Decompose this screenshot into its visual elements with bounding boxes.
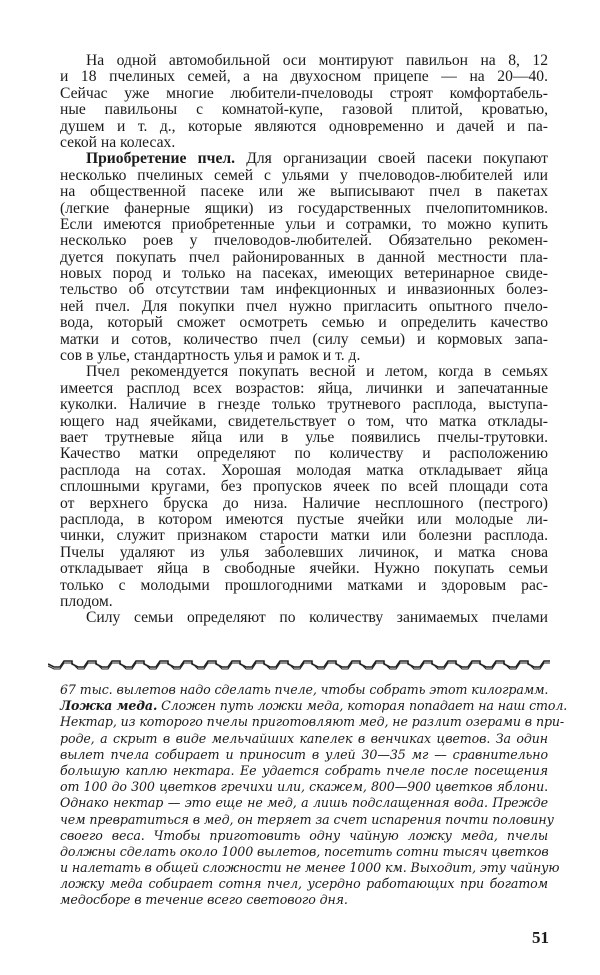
line-text: своего веса. Чтобы приготовить одну чайную ложку меда, пчелы (60, 827, 548, 843)
text-line (60, 795, 548, 811)
text-line (60, 53, 548, 69)
text-line (60, 545, 548, 561)
line-text: Если имеются приобретенные ульи и сотрамки, то можно купить (60, 215, 548, 233)
text-line (60, 315, 548, 331)
line-text: чинки, служит признаком старости матки или болезни расплода. (60, 527, 548, 545)
line-text: должны сделать около 1000 вылетов, посетить сотни тысяч цветков (60, 843, 549, 859)
line-text: 67 тыс. вылетов надо сделать пчеле, чтобы собрать этот килограмм. (60, 682, 549, 697)
text-line (60, 217, 548, 233)
line-text: дуется покупать пчел районированных в данной местности пла- (60, 248, 548, 266)
line-text: Пчелы удаляют из улья заболевших личинок, и матка снова (60, 543, 548, 561)
line-text: вода, который сможет осмотреть семью и определить качество (60, 314, 548, 332)
line-text: несколько роев у пчеловодов-любителей. Обязательно рекомен- (60, 232, 548, 250)
line-text: только с молодыми прошлогодними матками и здоровым рас- (60, 576, 548, 594)
text-line (60, 119, 548, 135)
line-text: Пчел рекомендуется покупать весной и летом, когда в семьях (86, 363, 548, 381)
text-line (60, 184, 548, 200)
text-line (60, 299, 548, 315)
run-in-heading: Ложка меда. (60, 698, 158, 714)
decorative-wave-divider (48, 656, 550, 672)
line-text: вает трутневые яйца или в улье появились пчелы-трутовки. (60, 428, 548, 446)
line-text: матки и сотов, количество пчел (силу семьи) и кормовых запа- (60, 330, 548, 348)
footnote-text (60, 682, 568, 909)
line-text: имеется расплод всех возрастов: яйца, личинки и запечатанные (60, 379, 548, 397)
text-line (60, 348, 548, 364)
line-text: На одной автомобильной оси монтируют павильон на 8, 12 (86, 52, 548, 69)
text-line (60, 69, 548, 85)
line-text: большую каплю нектара. Ее удается собрать пчеле после посещения (60, 762, 548, 778)
text-line (60, 610, 548, 626)
text-line (60, 779, 548, 795)
line-text: ней пчел. Для покупки пчел нужно пригласить опытного пчело- (60, 297, 548, 315)
line-text: роде, а скрыт в виде мельчайших капелек в венчиках цветов. За один (60, 730, 548, 746)
text-line (60, 528, 548, 544)
text-line (60, 811, 554, 828)
line-text: Для организации своей пасеки покупают (235, 150, 548, 168)
text-line (60, 414, 548, 430)
text-line (60, 86, 548, 102)
line-text: ложку меда собирает сотня пчел, усердно работающих при богатом (60, 876, 548, 892)
line-text: тельство об отсутствии там инфекционных и инвазионных болез- (60, 281, 548, 299)
text-line (60, 381, 548, 397)
text-line (60, 512, 548, 528)
text-line (60, 151, 548, 167)
line-text: медосборе в течение всего светового дня. (60, 892, 348, 908)
text-line (60, 747, 548, 763)
text-line (60, 876, 548, 892)
text-line (60, 682, 548, 698)
line-text: расплода, в котором имеются пустые ячейки или молодые ли- (60, 510, 548, 528)
line-text: сов в улье, стандартность улья и рамок и т. д. (60, 347, 361, 365)
text-line (60, 397, 548, 413)
text-line (60, 496, 548, 512)
line-text: (легкие фанерные ящики) из государственных пчелопитомников. (60, 199, 548, 217)
text-line (60, 282, 548, 298)
text-line (60, 479, 548, 495)
text-line (60, 168, 548, 184)
line-text: чем превратиться в мед, он теряет за счет испарения почти половину (60, 811, 554, 827)
text-line (60, 860, 560, 876)
run-in-heading: Приобретение пчел. (86, 150, 236, 168)
text-line (60, 828, 548, 844)
line-text: ные павильоны с комнатой-купе, газовой плитой, кроватью, (60, 101, 548, 119)
line-text: Силу семьи определяют по количеству занимаемых пчелами (86, 609, 548, 627)
text-line (60, 233, 548, 249)
line-text: ющего над ячейками, свидетельствует о том, что матка отклады- (60, 412, 548, 430)
text-line (60, 844, 548, 860)
text-line (60, 135, 548, 151)
text-line (60, 561, 548, 577)
line-text: Нектар, из которого пчелы приготовляют мед, не разлит озерами в при- (60, 714, 565, 730)
line-text: и 18 пчелиных семей, а на двухосном прицепе — на 20—40. (60, 68, 548, 86)
text-line (60, 578, 548, 594)
line-text: плодом. (60, 592, 113, 610)
text-line (60, 463, 548, 479)
line-text: на общественной пасеке или же выписывают пчел в пакетах (60, 183, 548, 201)
text-line (60, 332, 548, 348)
text-line (60, 763, 548, 779)
main-text (60, 53, 548, 627)
text-line (60, 430, 548, 446)
line-text: несколько пчелиных семей с ульями у пчеловодов-любителей или (60, 166, 548, 184)
line-text: Качество матки определяют по количеству и расположению (60, 445, 548, 463)
line-text: Однако нектар — это еще не мед, а лишь подслащенная вода. Прежде (60, 795, 548, 811)
text-line (60, 446, 548, 462)
text-line (60, 364, 548, 380)
text-line (60, 201, 548, 217)
text-line (60, 714, 565, 730)
line-text: от верхнего бруска до низа. Наличие несплошного (пестрого) (60, 494, 548, 512)
page-number: 51 (532, 928, 549, 947)
line-text: сплошными кругами, без пропусков ячеек по всей площади сота (60, 478, 548, 496)
line-text: секой на колесах. (60, 133, 176, 151)
line-text: вылет пчела собирает и приносит в улей 30—35 мг — сравнительно (60, 746, 548, 762)
text-line (60, 102, 548, 118)
text-line (60, 250, 548, 266)
text-line (60, 698, 568, 714)
line-text: от 100 до 300 цветков гречихи или, скажем, 800—900 цветков яблони. (60, 779, 548, 795)
text-line (60, 594, 548, 610)
line-text: душем и т. д., которые являются одновременно и дачей и па- (60, 117, 548, 135)
line-text: новых пород и только на пасеках, имеющих ветеринарное свиде- (60, 265, 548, 283)
line-text: куколки. Наличие в гнезде только трутневого расплода, выступа- (60, 396, 548, 414)
text-line (60, 892, 548, 908)
line-text: Сложен путь ложки меда, которая попадает на наш стол. (157, 698, 568, 714)
text-line (60, 731, 548, 747)
text-line (60, 266, 548, 282)
line-text: расплода на сотах. Хорошая молодая матка откладывает яйца (60, 461, 548, 479)
line-text: и налетать в общей сложности не менее 1000 км. Выходит, эту чайную (60, 860, 560, 876)
line-text: откладывает яйца в свободные ячейки. Нужно покупать семьи (60, 560, 548, 578)
line-text: Сейчас уже многие любители-пчеловоды строят комфортабель- (60, 84, 548, 102)
